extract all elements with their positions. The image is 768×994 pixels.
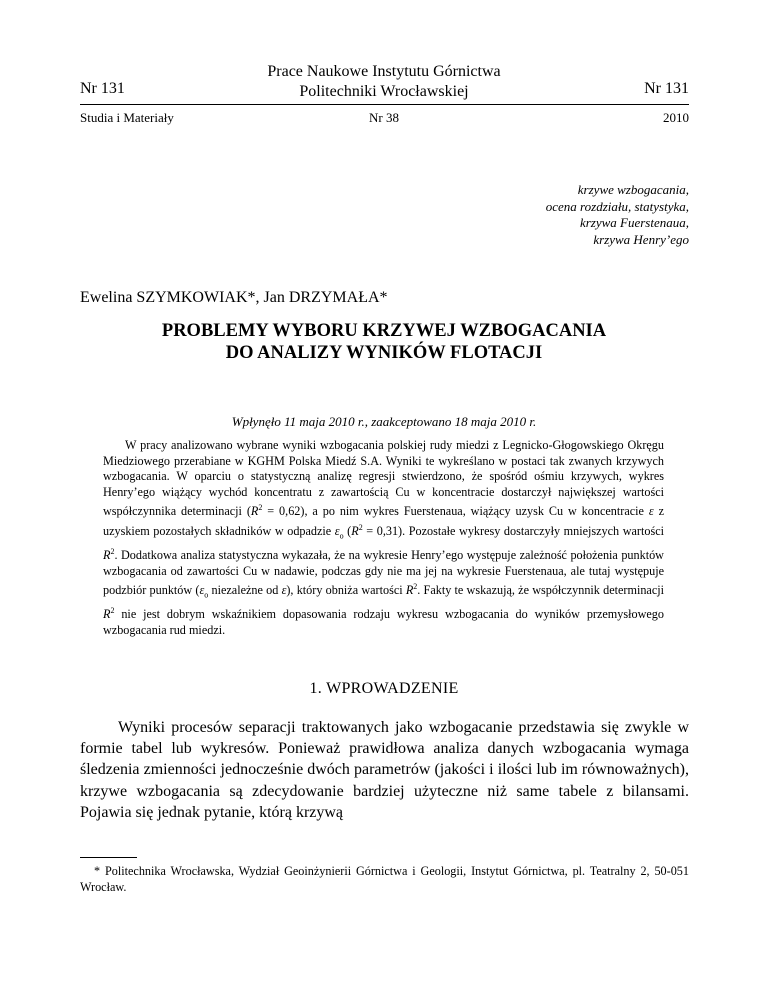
footnote-text: * Politechnika Wrocławska, Wydział Geoinżynierii Górnictwa i Geologii, Instytut Górnictwa, pl. Teatralny 2, 50-051 Wrocław. (80, 864, 689, 894)
authors: Ewelina SZYMKOWIAK*, Jan DRZYMAŁA* (80, 289, 388, 306)
abstract-paragraph: W pracy analizowano wybrane wyniki wzbogacania polskiej rudy miedzi z Legnicko-Głogowskiego Okręgu Miedziowego przerabiane w KGHM Polska Miedź S.A. Wyniki te wykreślano w postaci tak zwanych krzywych wzbogacania. W oparciu o statystyczną analizę regresji stwierdzono, że spośród ośmiu krzywych, wykres Henry’ego wiążący wychód koncentratu z zawartością Cu w koncentracie dostarczył największej wartości współczynnika determinacji $(R^2 = 0,62)$, a po nim wykres Fuerstenaua, wiążący uzysk Cu w koncentracie ε z uzyskiem pozostałych składników w odpadzie $\varepsilon_o$ $(R^2 = 0,31)$. Pozostałe wykresy dostarczyły mniejszych wartości $R^2$. Dodatkowa analiza statystyczna wykazała, że na wykresie Henry’ego występuje zależność położenia punktów wzbogacania od zawartości Cu w nadawie, podczas gdy nie ma jej na wykresie Fuerstenaua, ale tutaj występuje podzbiór punktów ($\varepsilon_o$ niezależne od ε), który obniża wartości $R^2$. Fakty te wskazują, że współczynnik determinacji $R^2$ nie jest dobrym wskaźnikiem dopasowania rodzaju wykresu wzbogacania do wyników przemysłowego wzbogacania rud miedzi. (103, 438, 665, 638)
keyword: krzywe wzbogacania, (577, 182, 689, 197)
section-heading: 1. WPROWADZENIE (309, 680, 459, 697)
introduction-text (80, 717, 689, 823)
header-issue-number-right: Nr 131 (644, 80, 689, 97)
received-dates: Wpłynęło 11 maja 2010 r., zaakceptowano 18 maja 2010 r. (231, 414, 537, 429)
introduction-paragraph: Wyniki procesów separacji traktowanych jako wzbogacanie przedstawia się zwykle w formie tabel lub wykresów. Ponieważ prawidłowa analiza danych wzbogacania wymaga śledzenia zmienności jednocześnie dwóch parametrów (jakości i ilości lub im równoważnych), krzywe wzbogacania są zdecydowanie bardziej użyteczne niż same tabele z bilansami. Pojawia się jednak pytanie, którą krzywą (80, 719, 689, 821)
footnote (80, 864, 689, 895)
keyword: krzywa Henry’ego (593, 231, 689, 247)
publication-year: 2010 (663, 110, 689, 125)
keywords (389, 182, 689, 248)
paper-title-line1: PROBLEMY WYBORU KRZYWEJ WZBOGACANIA (161, 321, 607, 341)
journal-name-line1: Prace Naukowe Instytutu Górnictwa (267, 63, 501, 80)
paper-title-line2: DO ANALIZY WYNIKÓW FLOTACJI (225, 343, 543, 363)
header-issue-number-left: Nr 131 (80, 80, 125, 97)
series-name: Studia i Materiały (80, 110, 174, 125)
keyword: ocena rozdziału, statystyka, (545, 198, 689, 214)
footnote-divider (80, 857, 137, 858)
header-divider (80, 104, 689, 105)
keyword: krzywa Fuerstenaua, (579, 215, 689, 230)
paper-title (0, 320, 768, 364)
abstract (103, 438, 664, 639)
journal-name-line2: Politechniki Wrocławskiej (299, 83, 469, 100)
series-issue: Nr 38 (369, 110, 399, 125)
